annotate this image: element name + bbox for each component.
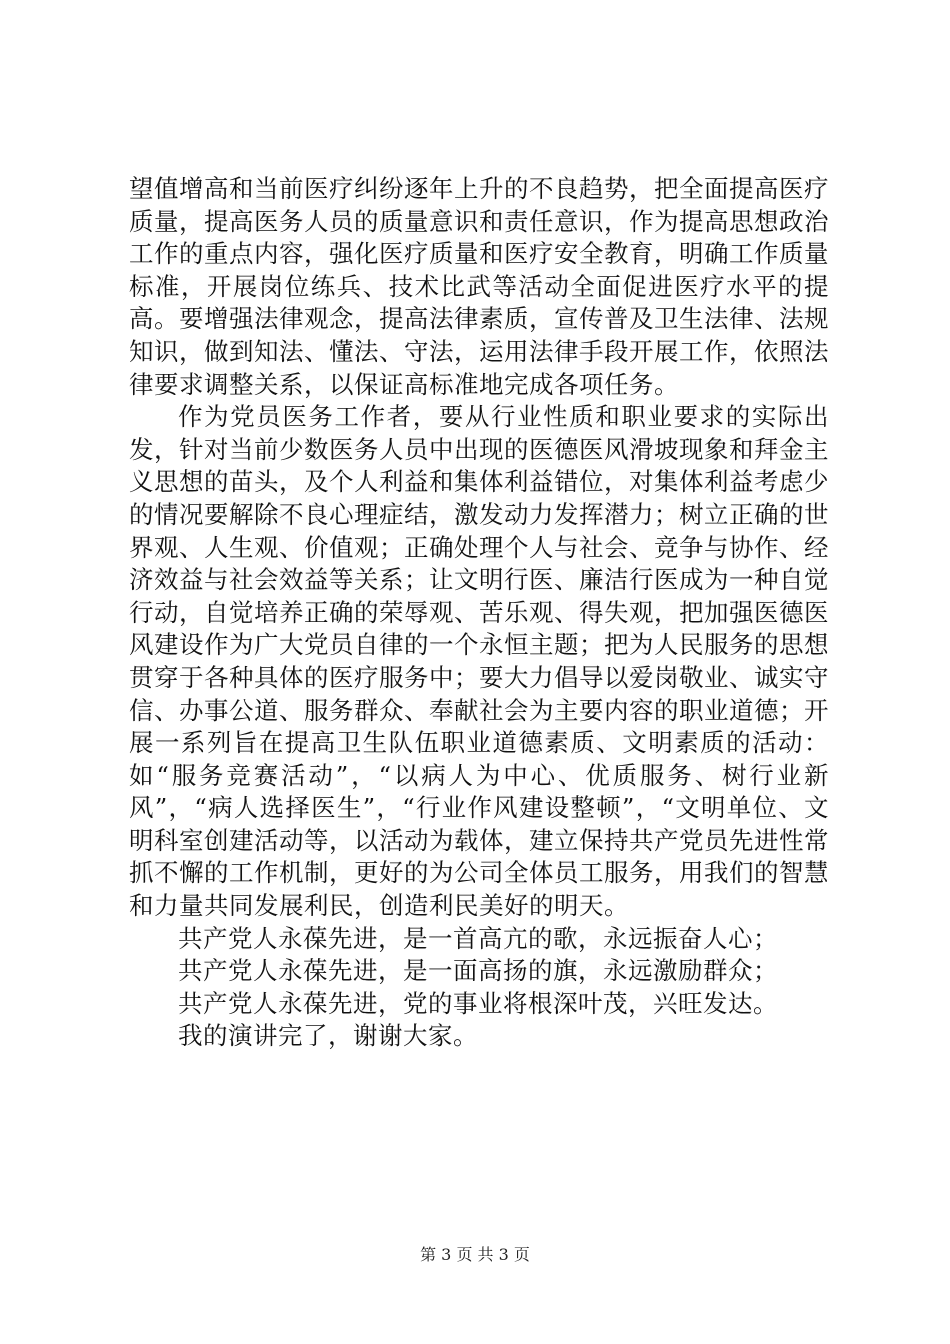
closing-line-4: 我的演讲完了，谢谢大家。 (178, 1021, 478, 1051)
closing-line-2: 共产党人永葆先进，是一面高扬的旗，永远激励群众； (178, 956, 778, 986)
document-body (129, 173, 829, 1053)
page-footer: 第 3 页 共 3 页 (420, 1245, 530, 1264)
closing-line-3: 共产党人永葆先进，党的事业将根深叶茂，兴旺发达。 (178, 988, 778, 1018)
paragraph-party-member-duties: 作为党员医务工作者，要从行业性质和职业要求的实际出发，针对当前少数医务人员中出现的医德医风滑坡现象和拜金主义思想的苗头，及个人利益和集体利益错位，对集体利益考虑少的情况要解除不良心理症结，激发动力发挥潜力；树立正确的世界观、人生观、价值观；正确处理个人与社会、竞争与协作、经济效益与社会效益等关系；让文明行医、廉洁行医成为一种自觉行动，自觉培养正确的荣辱观、苦乐观、得失观，把加强医德医风建设作为广大党员自律的一个永恒主题；把为人民服务的思想贯穿于各种具体的医疗服务中；要大力倡导以爱岗敬业、诚实守信、办事公道、服务群众、奉献社会为主要内容的职业道德；开展一系列旨在提高卫生队伍职业道德素质、文明素质的活动：如“服务竞赛活动”，“以病人为中心、优质服务、树行业新风”，“病人选择医生”，“行业作风建设整顿”，“文明单位、文明科室创建活动等，以活动为载体，建立保持共产党员先进性常抓不懈的工作机制，更好的为公司全体员工服务，用我们的智慧和力量共同发展利民，创造利民美好的明天。 (129, 402, 829, 921)
closing-line-1: 共产党人永葆先进，是一首高亢的歌，永远振奋人心； (178, 923, 778, 953)
paragraph-continuation: 望值增高和当前医疗纠纷逐年上升的不良趋势，把全面提高医疗质量，提高医务人员的质量意识和责任意识，作为提高思想政治工作的重点内容，强化医疗质量和医疗安全教育，明确工作质量标准，开展岗位练兵、技术比武等活动全面促进医疗水平的提高。要增强法律观念，提高法律素质，宣传普及卫生法律、法规知识，做到知法、懂法、守法，运用法律手段开展工作，依照法律要求调整关系，以保证高标准地完成各项任务。 (129, 174, 829, 399)
